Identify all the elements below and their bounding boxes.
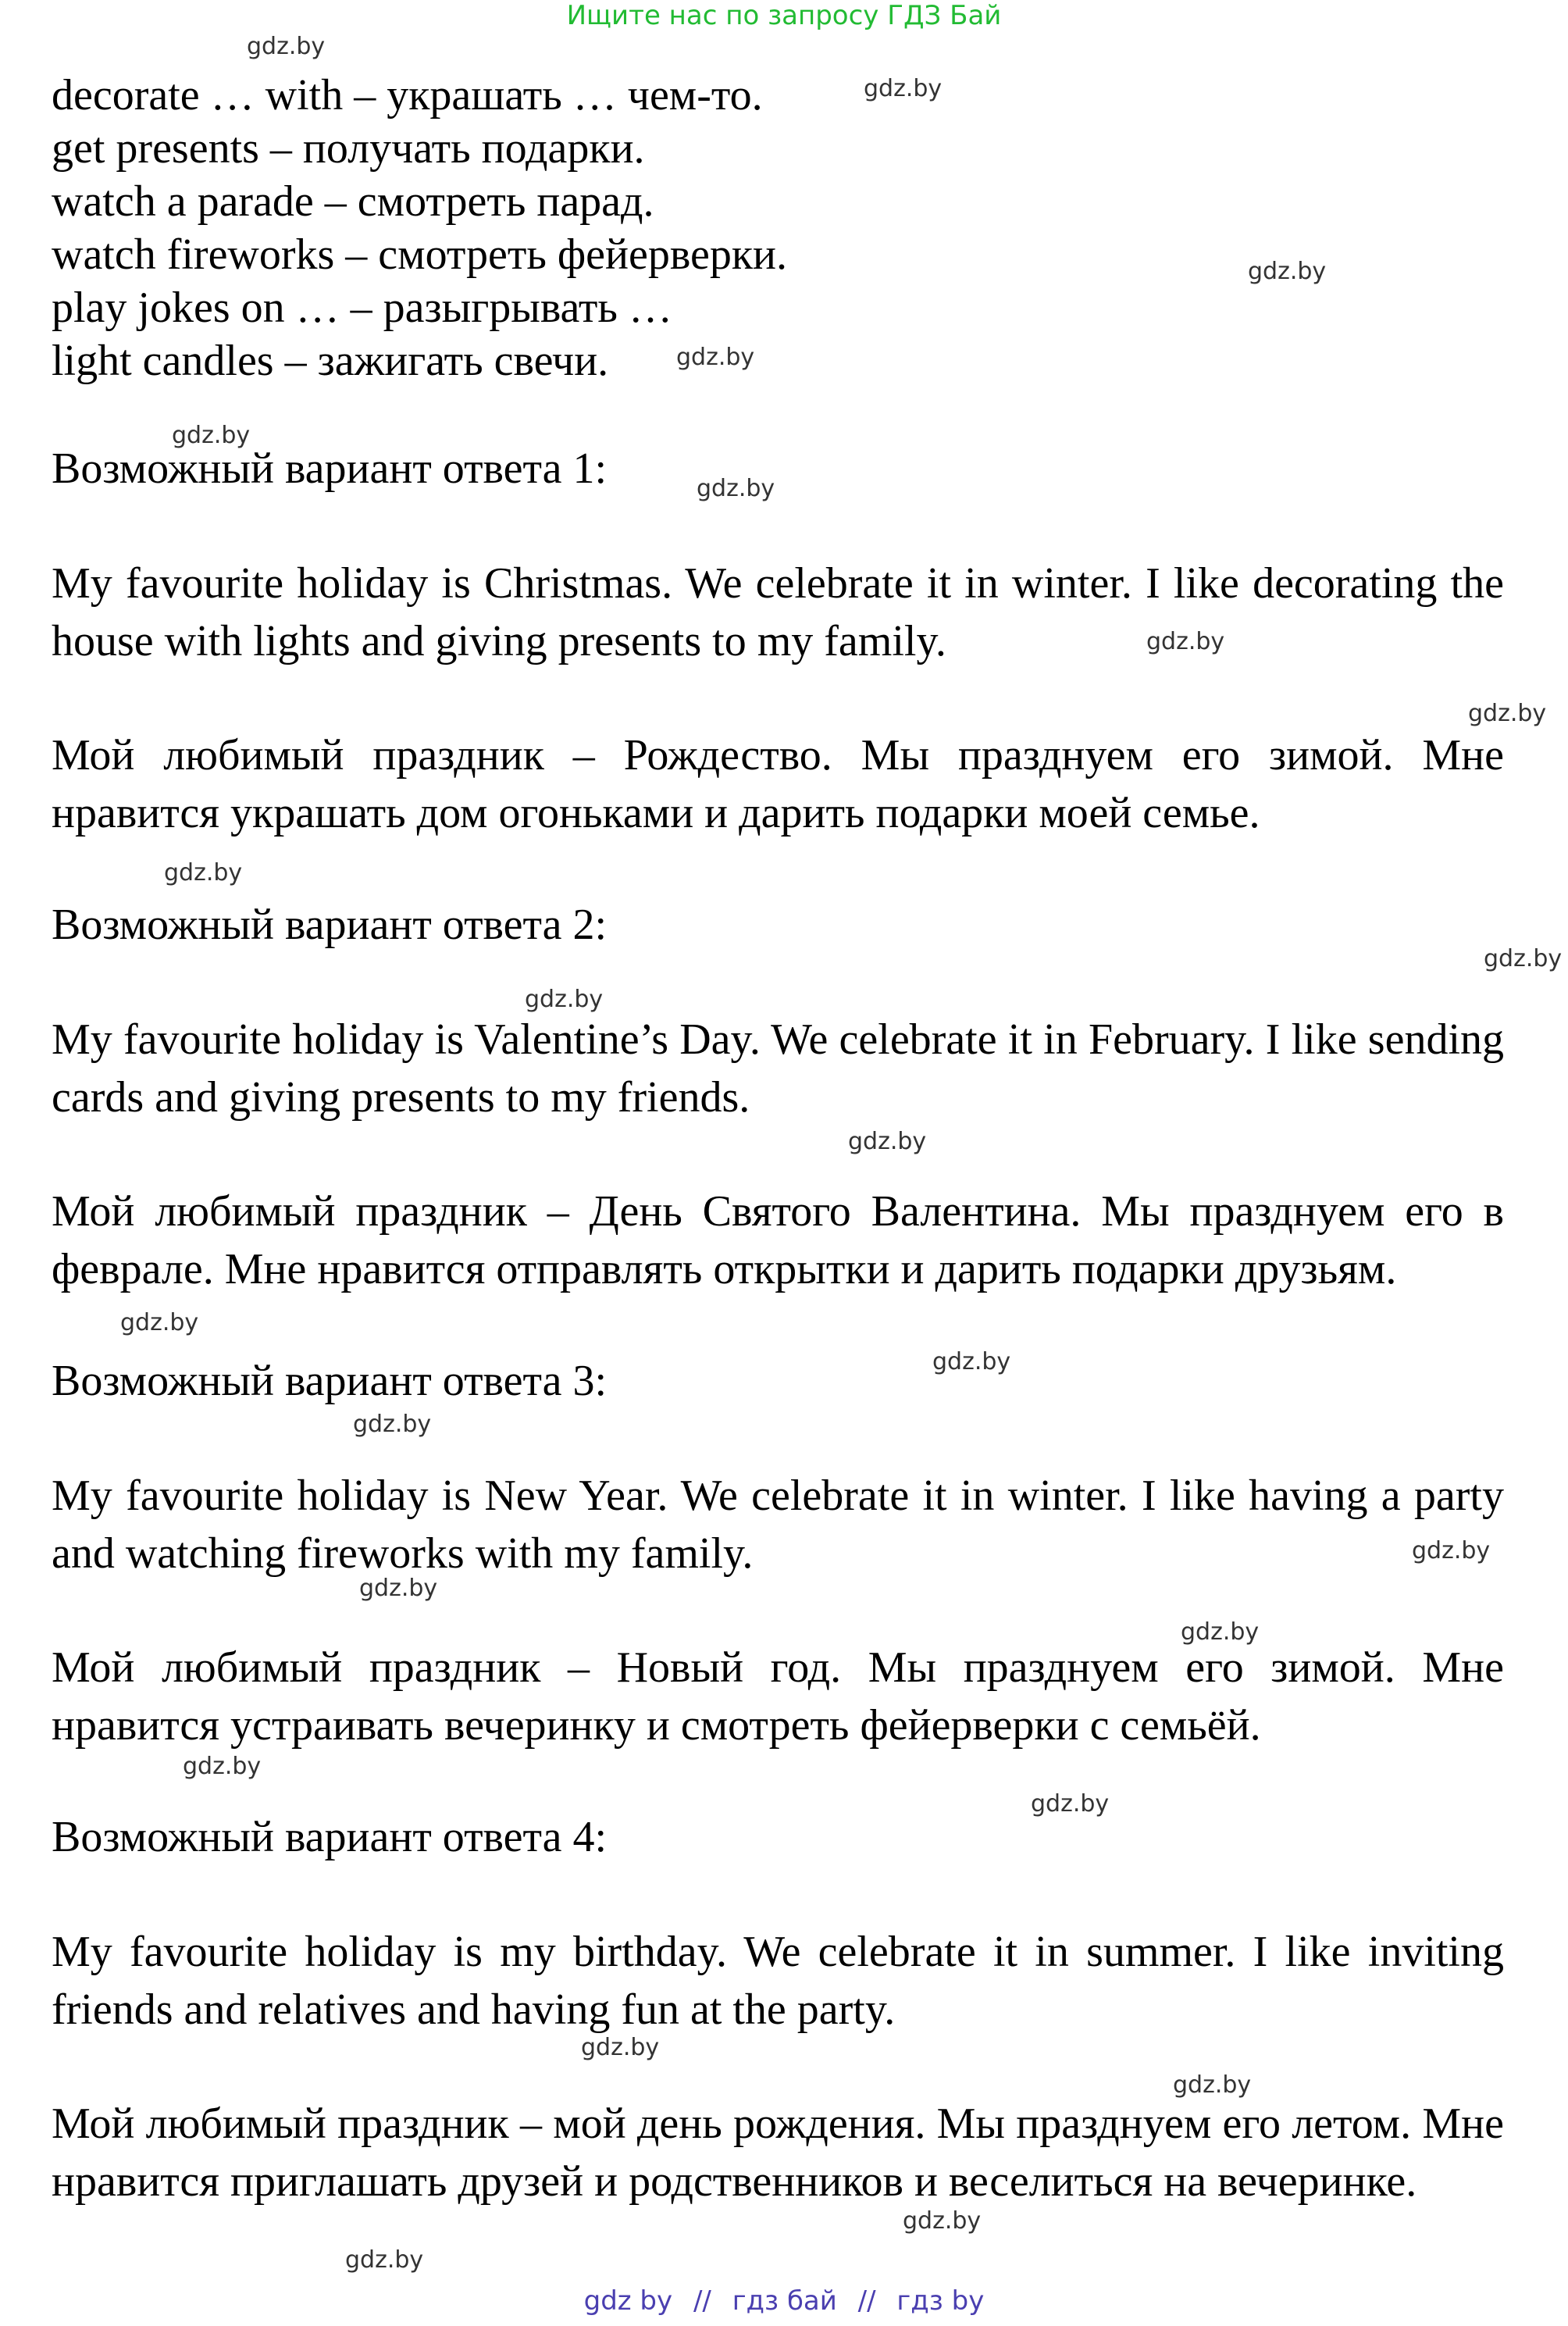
answer-heading-2: Возможный вариант ответа 2: <box>52 901 608 949</box>
vocab-item: watch a parade – смотреть парад. <box>52 177 654 226</box>
footer-separator: // <box>857 2285 876 2317</box>
watermark: gdz.by <box>697 475 775 502</box>
watermark: gdz.by <box>164 859 243 887</box>
watermark: gdz.by <box>903 2207 982 2235</box>
watermark: gdz.by <box>864 75 943 102</box>
watermark: gdz.by <box>1031 1790 1110 1818</box>
watermark: gdz.by <box>183 1753 262 1780</box>
footer-link[interactable]: gdz by <box>583 2285 673 2317</box>
vocab-item: light candles – зажигать свечи. <box>52 337 609 385</box>
search-banner[interactable]: Ищите нас по запросу ГДЗ Бай <box>566 0 1002 31</box>
watermark: gdz.by <box>172 422 251 449</box>
footer-links <box>0 2285 1568 2317</box>
answer-russian-2: Мой любимый праздник – День Святого Валентина. Мы празднуем его в феврале. Мне нравится отправлять открытки и дарить подарки друзьям. <box>52 1187 1504 1293</box>
vocab-item: get presents – получать подарки. <box>52 124 645 173</box>
watermark: gdz.by <box>1412 1537 1491 1564</box>
watermark: gdz.by <box>1146 628 1225 655</box>
watermark: gdz.by <box>247 33 326 60</box>
answer-heading-4: Возможный вариант ответа 4: <box>52 1813 608 1861</box>
answer-russian-4: Мой любимый праздник – мой день рождения. Мы празднуем его летом. Мне нравится приглашать друзей и родственников и веселиться на вечеринке. <box>52 2099 1504 2206</box>
footer-separator: // <box>693 2285 711 2317</box>
footer-link[interactable]: гдз by <box>896 2285 985 2317</box>
vocabulary-list <box>52 69 1145 387</box>
answer-english-4: My favourite holiday is my birthday. We celebrate it in summer. I like inviting friends and relatives and having fun at the party. <box>52 1928 1504 2034</box>
answer-russian-3: Мой любимый праздник – Новый год. Мы празднуем его зимой. Мне нравится устраивать вечеринку и смотреть фейерверки с семьёй. <box>52 1643 1504 1750</box>
answer-english-1: My favourite holiday is Christmas. We celebrate it in winter. I like decorating the house with lights and giving presents to my family. <box>52 559 1504 665</box>
answer-heading-1: Возможный вариант ответа 1: <box>52 444 608 493</box>
vocab-item: play jokes on … – разыгрывать … <box>52 284 672 332</box>
watermark: gdz.by <box>120 1309 199 1336</box>
watermark: gdz.by <box>1484 945 1563 972</box>
answer-heading-3: Возможный вариант ответа 3: <box>52 1357 608 1405</box>
watermark: gdz.by <box>1248 258 1327 285</box>
vocab-item: decorate … with – украшать … чем-то. <box>52 71 763 120</box>
watermark: gdz.by <box>676 344 755 371</box>
watermark: gdz.by <box>345 2246 424 2274</box>
answer-russian-1: Мой любимый праздник – Рождество. Мы празднуем его зимой. Мне нравится украшать дом огоньками и дарить подарки моей семье. <box>52 731 1504 837</box>
watermark: gdz.by <box>525 986 604 1013</box>
vocab-item: watch fireworks – смотреть фейерверки. <box>52 230 787 279</box>
watermark: gdz.by <box>353 1411 432 1438</box>
watermark: gdz.by <box>581 2034 660 2061</box>
watermark: gdz.by <box>1181 1618 1260 1646</box>
answer-english-3: My favourite holiday is New Year. We celebrate it in winter. I like having a party and watching fireworks with my family. <box>52 1472 1504 1578</box>
footer-link[interactable]: гдз бай <box>732 2285 837 2317</box>
watermark: gdz.by <box>848 1128 927 1155</box>
answer-english-2: My favourite holiday is Valentine’s Day. We celebrate it in February. I like sending cards and giving presents to my friends. <box>52 1015 1504 1122</box>
watermark: gdz.by <box>359 1575 438 1602</box>
watermark: gdz.by <box>1173 2071 1252 2099</box>
watermark: gdz.by <box>932 1348 1011 1375</box>
watermark: gdz.by <box>1468 700 1547 727</box>
